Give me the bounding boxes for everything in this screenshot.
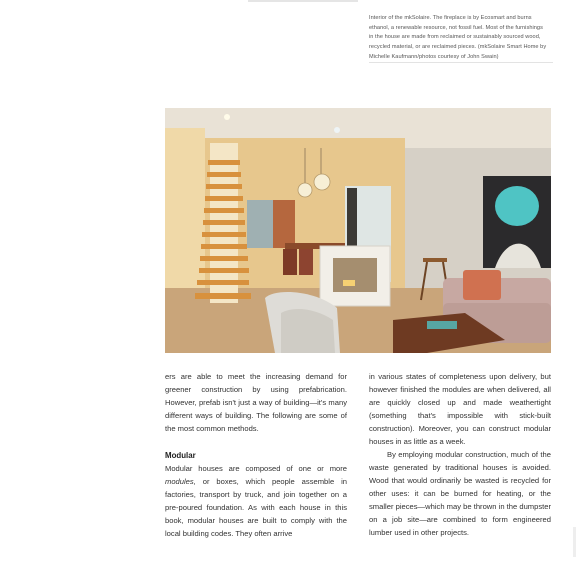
top-page-fragment xyxy=(248,0,358,2)
text-column-right xyxy=(369,370,551,539)
caption-line: Michelle Kaufmann/photos courtesy of John Swain) xyxy=(369,53,499,60)
caption-line: ethanol, a renewable resource, not fossil fuel. Most of the furnishings xyxy=(369,24,543,31)
caption-line: in the house are made from reclaimed or sustainably sourced wood, xyxy=(369,34,541,41)
page-edge-mark xyxy=(573,527,576,557)
interior-photo xyxy=(165,108,551,353)
modular-paragraph xyxy=(165,462,347,540)
caption-line: Interior of the mkSolaire. The fireplace is by Ecosmart and burns xyxy=(369,15,532,21)
caption-line: recycled material, or are reclaimed pieces. (mkSolaire Smart Home by xyxy=(369,44,547,51)
interior-photo-drawing xyxy=(165,108,551,353)
intro-paragraph: ers are able to meet the increasing demand for greener construction by using prefabrication. However, prefab isn't just a way of building—it's many different ways of building. The following are some of the most common methods. xyxy=(165,372,347,433)
photo-caption xyxy=(369,14,553,63)
modular-term: modules, xyxy=(165,477,196,486)
text-column-left xyxy=(165,370,347,540)
section-heading-modular: Modular xyxy=(165,451,196,460)
modular-paragraph-rest: or boxes, which people assemble in factories, transport by truck, and join together on a pre-poured foundation. As with each house in this book, modular houses are built to comply with the local building codes. They often arrive xyxy=(165,477,347,538)
waste-paragraph: By employing modular construction, much of the waste generated by traditional houses is avoided. Wood that would ordinarily be wasted is recycled for other uses: it can be burned for heating, or the smaller pieces—which may be thrown in the dumpster on a job site—are combined to form engineered lumber used in other projects. xyxy=(369,450,551,537)
caption-rule xyxy=(369,62,553,63)
modular-paragraph-start: Modular houses are composed of one or more xyxy=(165,464,347,473)
delivery-paragraph: in various states of completeness upon delivery, but however finished the modules are when delivered, all are quickly closed up and made weathertight (something that's impossible with stick-built construction). Moreover, you can construct modular houses in as little as a week. xyxy=(369,372,551,446)
